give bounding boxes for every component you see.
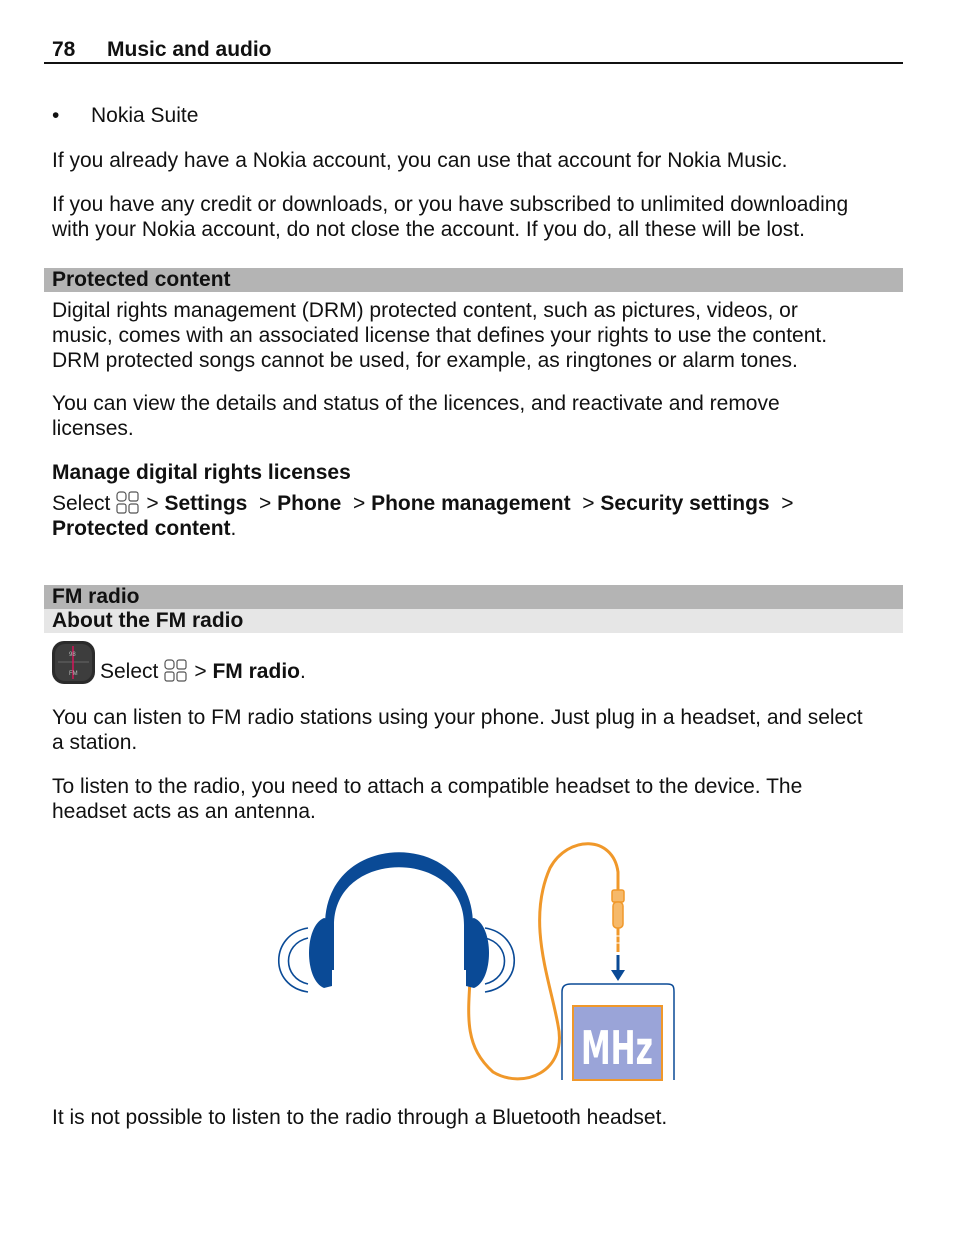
- path-phone-management: Phone management: [371, 492, 571, 515]
- app-icon-top-label: 98: [69, 652, 76, 658]
- listen-paragraph: [52, 705, 902, 755]
- manage-drm-subheading: Manage digital rights licenses: [52, 461, 351, 484]
- path-separator: >: [582, 492, 595, 515]
- fm-radio-menu-path: [100, 658, 800, 684]
- fm-radio-heading-bar: [44, 585, 903, 609]
- path-separator: >: [259, 492, 272, 515]
- credit-line-1: If you have any credit or downloads, or you have subscribed to unlimited downloading: [52, 193, 849, 216]
- licences-line-1: You can view the details and status of the licences, and reactivate and remove: [52, 392, 780, 415]
- screen-mhz-label: MHz: [581, 1021, 653, 1075]
- headset-left-earcup: [309, 918, 332, 988]
- credit-line-2: with your Nokia account, do not close the account. If you do, all these will be lost.: [52, 218, 805, 241]
- sound-wave-icon: [289, 938, 309, 984]
- path-end: .: [299, 660, 306, 683]
- attach-headset-paragraph: [52, 774, 902, 824]
- attach-line-2: headset acts as an antenna.: [52, 800, 316, 823]
- select-word: Select: [52, 492, 111, 515]
- protected-content-heading-bar: [44, 268, 903, 292]
- about-fm-radio-heading: About the FM radio: [52, 609, 244, 632]
- drm-menu-path: [52, 490, 902, 541]
- path-separator: >: [146, 492, 159, 515]
- path-security-settings: Security settings: [600, 492, 770, 515]
- app-icon-bottom-label: FM: [69, 671, 78, 677]
- fm-radio-heading: FM radio: [52, 585, 140, 608]
- menu-grid-icon: [114, 490, 142, 516]
- account-paragraph: If you already have a Nokia account, you can use that account for Nokia Music.: [52, 149, 788, 172]
- path-separator: >: [781, 492, 794, 515]
- about-fm-radio-heading-bar: [44, 609, 903, 633]
- page-header: [44, 36, 903, 64]
- attach-line-1: To listen to the radio, you need to attach a compatible headset to the device. The: [52, 775, 803, 798]
- drm-line-3: DRM protected songs cannot be used, for example, as ringtones or alarm tones.: [52, 349, 798, 372]
- path-end: .: [230, 517, 237, 540]
- select-word: Select: [100, 660, 159, 683]
- drm-line-1: Digital rights management (DRM) protected content, such as pictures, videos, or: [52, 299, 798, 322]
- page-number: 78: [52, 38, 76, 61]
- path-fm-radio: FM radio: [212, 660, 300, 683]
- headset-plug: [612, 890, 624, 902]
- licences-line-2: licenses.: [52, 417, 134, 440]
- bluetooth-note: It is not possible to listen to the radio through a Bluetooth headset.: [52, 1106, 668, 1129]
- protected-content-heading: Protected content: [52, 268, 231, 291]
- fm-radio-app-icon: [52, 641, 95, 684]
- drm-paragraph: [52, 298, 902, 373]
- drm-line-2: music, comes with an associated license that defines your rights to use the content.: [52, 324, 828, 347]
- bullet-marker: •: [52, 104, 60, 127]
- path-settings: Settings: [164, 492, 248, 515]
- bullet-item-text: Nokia Suite: [91, 104, 199, 127]
- section-title: Music and audio: [107, 38, 272, 61]
- path-protected-content: Protected content: [52, 517, 231, 540]
- menu-grid-icon: [162, 658, 190, 684]
- credit-paragraph: [52, 192, 902, 242]
- headset-antenna-illustration: [268, 840, 688, 1085]
- licences-paragraph: [52, 391, 902, 441]
- listen-line-1: You can listen to FM radio stations using your phone. Just plug in a headset, and select: [52, 706, 863, 729]
- listen-line-2: a station.: [52, 731, 138, 754]
- path-separator: >: [194, 660, 207, 683]
- path-separator: >: [352, 492, 366, 515]
- insert-arrow-icon: [611, 970, 625, 981]
- headset-band: [325, 852, 473, 970]
- path-phone: Phone: [277, 492, 342, 515]
